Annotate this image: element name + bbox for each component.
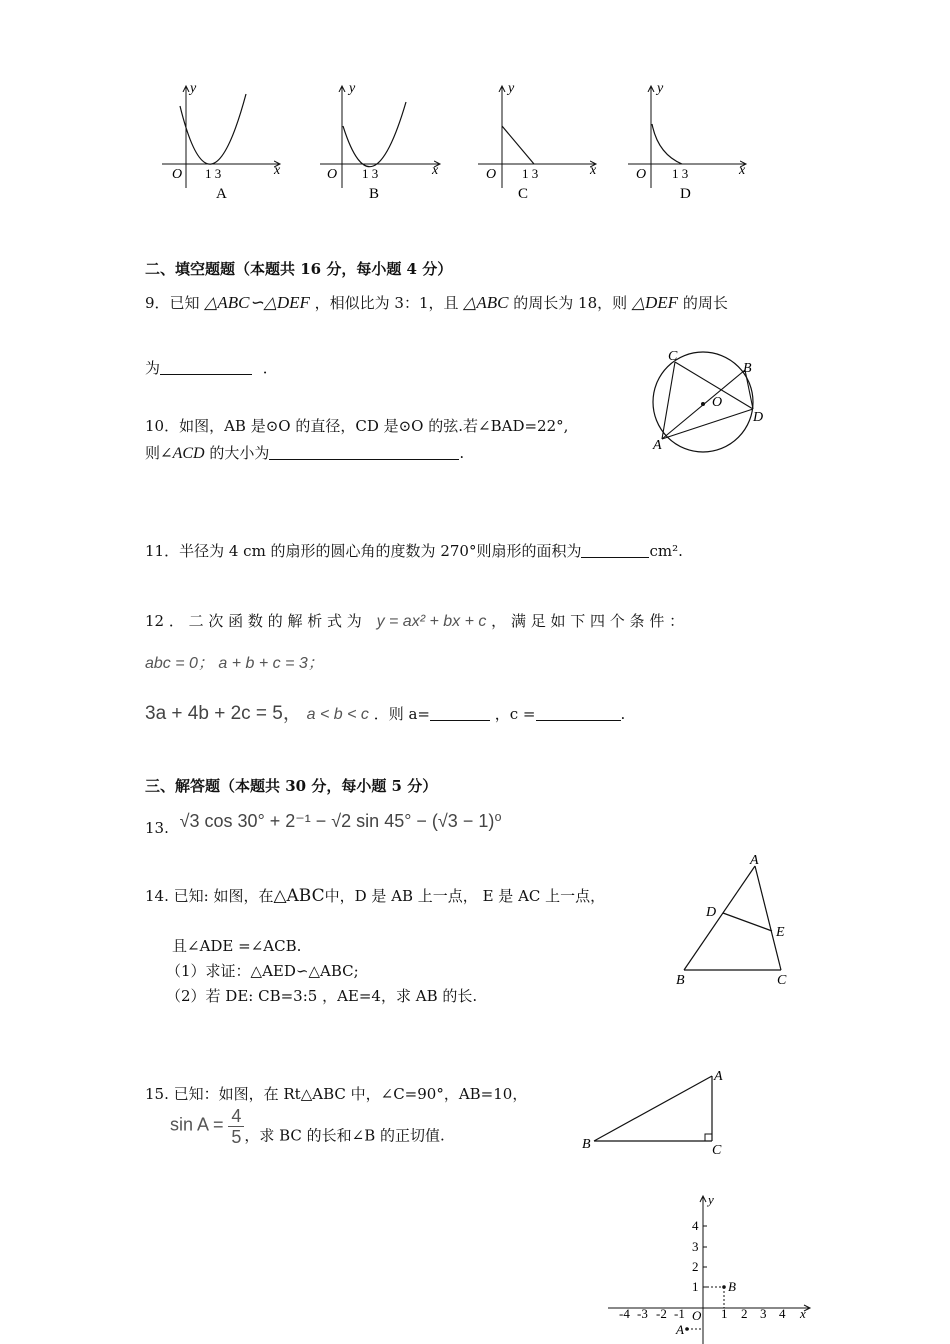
q11-unit: cm².: [649, 542, 683, 560]
x-tick-label: 4: [779, 1306, 786, 1321]
q10-text-c: 的大小为: [209, 444, 270, 462]
q15-fraction: [228, 1106, 244, 1147]
svg-text:x: x: [590, 163, 597, 178]
q15-denominator: 5: [231, 1127, 242, 1147]
q10-answer-blank[interactable]: [269, 445, 459, 460]
svg-text:C: C: [712, 1143, 722, 1158]
svg-text:x: x: [432, 163, 439, 178]
svg-text:A: A: [216, 186, 227, 202]
svg-text:B: B: [743, 361, 752, 376]
q11-text: 11．半径为 4 cm 的扇形的圆心角的度数为 270°则扇形的面积为: [145, 542, 582, 560]
q11-answer-blank[interactable]: [581, 543, 649, 558]
q15-sin-a: sin A =: [170, 1114, 224, 1135]
svg-text:y: y: [190, 81, 197, 96]
svg-text:O: O: [692, 1308, 702, 1323]
svg-text:x: x: [800, 1306, 806, 1321]
svg-text:O: O: [172, 167, 183, 182]
y-tick-label: 1: [692, 1279, 699, 1294]
svg-text:O: O: [486, 167, 497, 182]
question-15-line-2: [170, 1106, 445, 1147]
x-tick-label: -1: [674, 1306, 685, 1321]
q10-circle-figure: [640, 342, 780, 454]
svg-text:1 3: 1 3: [522, 166, 539, 181]
graph-c: [478, 81, 597, 202]
q15-numerator: 4: [228, 1106, 244, 1127]
x-tick-label: -4: [619, 1306, 630, 1321]
svg-text:E: E: [776, 925, 785, 940]
svg-text:A: A: [714, 1069, 723, 1084]
svg-text:B: B: [582, 1137, 591, 1152]
question-14-line-1: [145, 885, 605, 906]
svg-text:C: C: [518, 186, 529, 202]
q9-triangle-abc: △ABC: [463, 293, 509, 312]
x-tick-label: 3: [760, 1306, 767, 1321]
svg-text:B: B: [676, 973, 685, 988]
question-13: [145, 811, 502, 837]
section-title-fill-in: 二、填空题题（本题共 16 分，每小题 4 分）: [145, 260, 453, 278]
q12-formula: y = ax² + bx + c: [376, 613, 487, 630]
svg-text:x: x: [274, 163, 281, 178]
svg-text:D: D: [706, 905, 717, 920]
q9-text-4: 的周长: [682, 294, 728, 312]
svg-text:y: y: [657, 81, 664, 96]
question-12-line-3: [145, 698, 625, 725]
svg-text:1 3: 1 3: [672, 166, 689, 181]
question-12-line-2: abc = 0； a + b + c = 3；: [145, 655, 324, 672]
svg-text:y: y: [708, 1192, 714, 1207]
q13-number: 13.: [145, 819, 169, 837]
svg-text:1 3: 1 3: [362, 166, 379, 181]
section-title-answer: 三、解答题（本题共 30 分，每小题 5 分）: [145, 777, 438, 795]
question-11: [145, 540, 683, 561]
svg-text:B: B: [369, 186, 380, 202]
option-graphs: [150, 78, 760, 206]
question-15-line-1: 15. 已知：如图，在 Rt△ABC 中，∠C=90°，AB=10，: [145, 1085, 528, 1103]
svg-text:1 3: 1 3: [205, 166, 222, 181]
svg-text:x: x: [739, 163, 746, 178]
svg-text:O: O: [327, 167, 338, 182]
question-12-line-1: [145, 610, 684, 631]
q12-text-1: 12 ． 二 次 函 数 的 解 析 式 为: [145, 612, 362, 630]
question-9: [145, 292, 728, 313]
q12-condition-4: a < b < c: [306, 706, 369, 723]
graph-a: [162, 81, 281, 202]
q12-text-2: ， 满 足 如 下 四 个 条 件 ：: [491, 612, 685, 630]
svg-text:D: D: [753, 410, 764, 425]
question-14-part-2: （2）若 DE: CB=3:5 ，AE=4，求 AB 的长.: [166, 987, 478, 1005]
svg-text:D: D: [680, 186, 691, 202]
q10-text-a: 则∠: [145, 444, 173, 462]
q9-triangle-def: △DEF: [631, 293, 679, 312]
q14-triangle-figure: [672, 852, 802, 992]
x-tick-label: -2: [656, 1306, 667, 1321]
question-14-line-2: 且∠ADE =∠ACB.: [172, 937, 302, 955]
x-tick-label: -3: [637, 1306, 648, 1321]
graph-d: [628, 81, 746, 202]
svg-text:A: A: [676, 1322, 684, 1337]
q9-text-2: ，相似比为 3：1，且: [314, 294, 459, 312]
q9-answer-blank[interactable]: [160, 360, 252, 375]
x-tick-label: 1: [721, 1306, 728, 1321]
q10-angle: ACD: [172, 445, 205, 462]
q15-right-triangle-figure: [578, 1064, 738, 1160]
question-10-line-2: [145, 442, 464, 463]
q15-text-2: ，求 BC 的长和∠B 的正切值.: [244, 1126, 445, 1145]
y-tick-label: 3: [692, 1239, 699, 1254]
coordinate-grid-figure: [604, 1190, 820, 1344]
q12-text-3: ．则 a=: [373, 705, 430, 723]
svg-text:O: O: [636, 167, 647, 182]
svg-text:C: C: [777, 973, 787, 988]
q13-expression: √3 cos 30° + 2⁻¹ − √2 sin 45° − (√3 − 1)⁰: [179, 811, 502, 831]
q12-end: .: [620, 705, 626, 723]
q9-text-1: 9．已知: [145, 294, 200, 312]
svg-text:y: y: [349, 81, 356, 96]
q12-text-4: ，c =: [494, 705, 536, 723]
y-tick-label: 4: [692, 1218, 699, 1233]
q14-triangle: △ABC: [273, 886, 325, 906]
q12-answer-c-blank[interactable]: [536, 706, 621, 721]
q9-end: ．: [262, 359, 278, 377]
svg-text:O: O: [712, 395, 723, 410]
svg-text:A: A: [653, 438, 662, 453]
q10-end: .: [459, 444, 465, 462]
q9-text-5: 为: [145, 359, 161, 377]
y-tick-label: 2: [692, 1259, 699, 1274]
x-tick-label: 2: [741, 1306, 748, 1321]
svg-text:B: B: [728, 1279, 736, 1294]
q14-text-1: 14. 已知: 如图，在: [145, 887, 274, 905]
q14-text-2: 中，D 是 AB 上一点， E 是 AC 上一点，: [324, 887, 606, 905]
q12-answer-a-blank[interactable]: [430, 706, 490, 721]
question-14-part-1: （1）求证：△AED∽△ABC;: [166, 962, 359, 980]
q9-text-3: 的周长为 18，则: [513, 294, 628, 312]
question-10-line-1: 10．如图，AB 是⊙O 的直径，CD 是⊙O 的弦.若∠BAD=22°,: [145, 417, 569, 435]
svg-text:A: A: [750, 853, 759, 868]
graph-b: [320, 81, 440, 202]
q9-similar-expr: △ABC∽△DEF: [204, 293, 310, 312]
svg-text:C: C: [668, 349, 678, 364]
question-9-answer: [145, 357, 278, 378]
q12-condition-3: 3a + 4b + 2c = 5，: [145, 703, 302, 724]
svg-text:y: y: [508, 81, 515, 96]
